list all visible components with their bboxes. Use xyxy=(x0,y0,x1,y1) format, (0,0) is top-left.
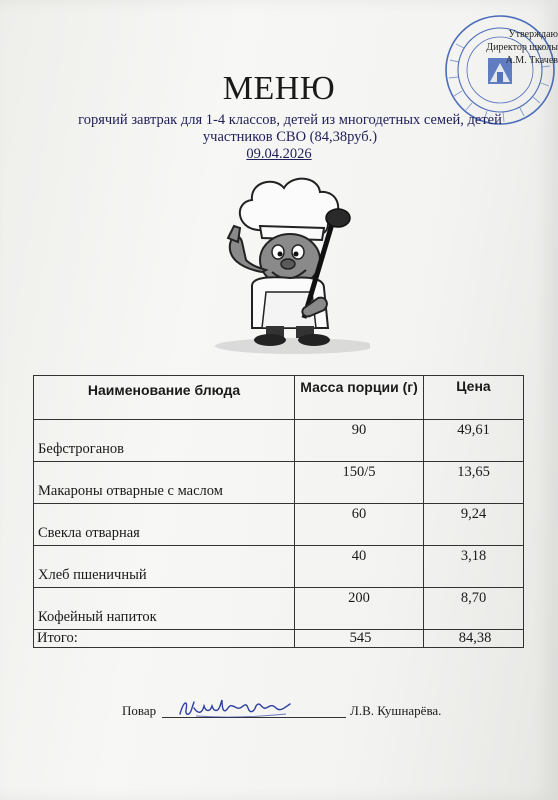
handwritten-signature xyxy=(176,696,296,720)
menu-table xyxy=(33,375,524,648)
chef-hat-icon xyxy=(240,179,338,240)
cook-label: Повар xyxy=(122,703,157,718)
table-row xyxy=(34,462,524,504)
menu-date xyxy=(0,146,558,163)
total-mass: 545 xyxy=(295,630,424,648)
table-row xyxy=(34,546,524,588)
chef-illustration xyxy=(200,168,370,358)
menu-subtitle: горячий завтрак для 1-4 классов, детей из многодетных семей, детей участников СВО (84,38руб.) xyxy=(78,112,502,145)
table-row xyxy=(34,504,524,546)
cook-signature-block xyxy=(0,696,558,726)
dish-name: Макароны отварные с маслом xyxy=(34,462,295,504)
dish-price: 3,18 xyxy=(424,546,524,588)
official-stamp xyxy=(428,8,558,128)
dish-mass: 40 xyxy=(295,546,424,588)
dish-mass: 200 xyxy=(295,588,424,630)
dish-name: Хлеб пшеничный xyxy=(34,546,295,588)
total-price: 84,38 xyxy=(424,630,524,648)
approval-line-2: Директор школы xyxy=(486,42,558,53)
approval-block xyxy=(448,28,558,67)
approval-line-3: А.М. Ткачев xyxy=(505,55,558,66)
page-title: МЕНЮ xyxy=(222,70,336,107)
dish-mass: 150/5 xyxy=(295,462,424,504)
dish-price: 8,70 xyxy=(424,588,524,630)
table-row xyxy=(34,588,524,630)
dish-name: Бефстроганов xyxy=(34,420,295,462)
dish-mass: 60 xyxy=(295,504,424,546)
table-row xyxy=(34,420,524,462)
dish-price: 9,24 xyxy=(424,504,524,546)
header-price: Цена xyxy=(424,376,524,420)
dish-name: Кофейный напиток xyxy=(34,588,295,630)
table-total-row xyxy=(34,630,524,648)
menu-date-text: 09.04.2026 xyxy=(246,146,312,162)
table-header-row xyxy=(34,376,524,420)
total-label: Итого: xyxy=(34,630,295,648)
dish-name: Свекла отварная xyxy=(34,504,295,546)
cook-name: Л.В. Кушнарёва. xyxy=(350,703,442,718)
header-portion-mass: Масса порции (г) xyxy=(295,376,424,420)
dish-mass: 90 xyxy=(295,420,424,462)
approval-line-1: Утверждаю xyxy=(508,29,558,40)
dish-price: 49,61 xyxy=(424,420,524,462)
dish-price: 13,65 xyxy=(424,462,524,504)
header-dish-name: Наименование блюда xyxy=(34,376,295,420)
